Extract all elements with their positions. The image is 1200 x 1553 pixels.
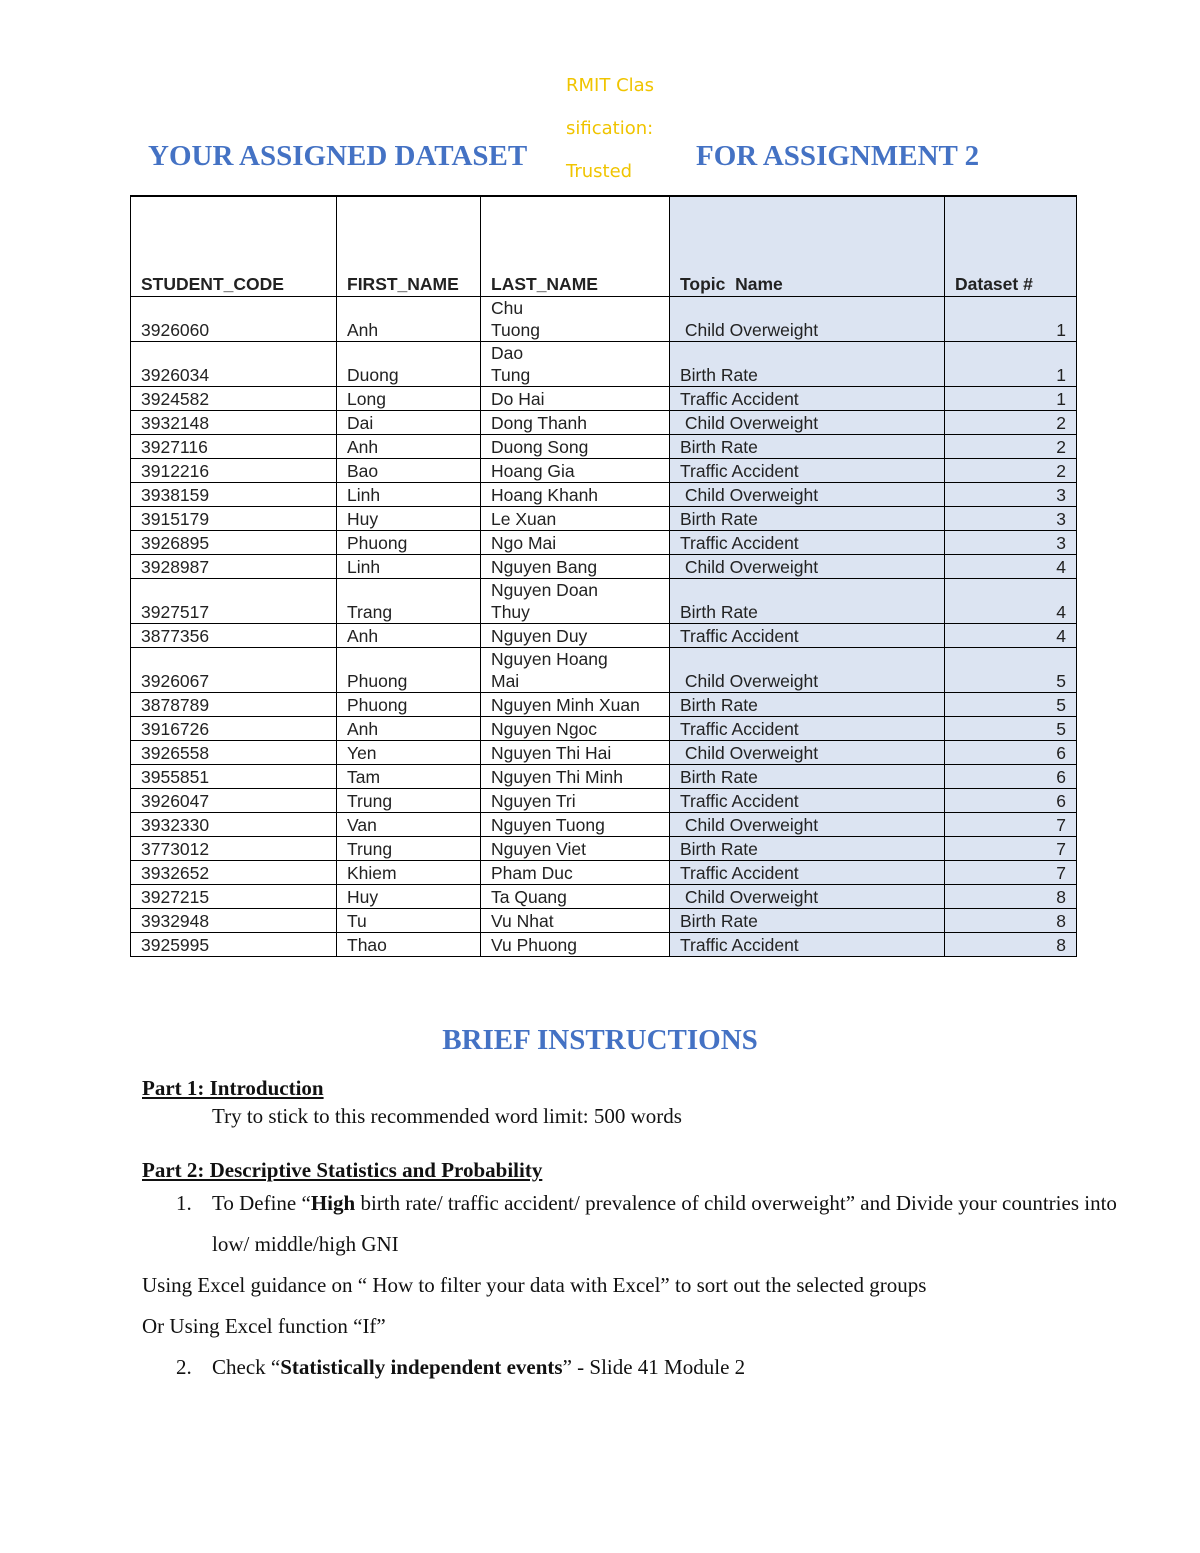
cell-dataset-number: 2 (945, 459, 1077, 483)
cell-first-name: Anh (337, 717, 481, 741)
cell-topic-name: Birth Rate (670, 693, 945, 717)
cell-first-name: Anh (337, 435, 481, 459)
cell-last-name: Ngo Mai (481, 531, 670, 555)
cell-dataset-number: 4 (945, 555, 1077, 579)
cell-first-name: Phuong (337, 693, 481, 717)
table-row (131, 861, 1077, 885)
cell-last-name: Nguyen Hoang Mai (481, 648, 670, 693)
cell-first-name: Tu (337, 909, 481, 933)
table-row (131, 741, 1077, 765)
cell-last-name: Nguyen Duy (481, 624, 670, 648)
cell-dataset-number: 1 (945, 342, 1077, 387)
cell-last-name: Nguyen Minh Xuan (481, 693, 670, 717)
cell-topic-name: Traffic Accident (670, 933, 945, 957)
cell-last-name: Nguyen Tri (481, 789, 670, 813)
cell-last-name: Nguyen Ngoc (481, 717, 670, 741)
cell-topic-name: Birth Rate (670, 909, 945, 933)
cell-last-name: Hoang Gia (481, 459, 670, 483)
cell-student-code: 3932652 (131, 861, 337, 885)
part2-item-1 (142, 1183, 1142, 1265)
cell-first-name: Yen (337, 741, 481, 765)
item1-post: birth rate/ traffic accident/ prevalence of child overweight” and Divide your countries into low/ middle/high GNI (212, 1191, 1117, 1256)
cell-last-name: Vu Nhat (481, 909, 670, 933)
part1-text: Try to stick to this recommended word limit: 500 words (212, 1104, 682, 1128)
cell-topic-name: Traffic Accident (670, 387, 945, 411)
classification-label: RMIT Classification: Trusted (566, 75, 655, 182)
table-row (131, 483, 1077, 507)
item1-pre: To Define “ (212, 1191, 311, 1215)
cell-dataset-number: 5 (945, 717, 1077, 741)
cell-last-name: Nguyen Thi Minh (481, 765, 670, 789)
cell-topic-name: Traffic Accident (670, 861, 945, 885)
cell-last-name: Nguyen Doan Thuy (481, 579, 670, 624)
table-row (131, 555, 1077, 579)
cell-dataset-number: 4 (945, 579, 1077, 624)
table-row (131, 507, 1077, 531)
table-row (131, 297, 1077, 342)
cell-dataset-number: 2 (945, 411, 1077, 435)
cell-first-name: Tam (337, 765, 481, 789)
cell-last-name: Nguyen Viet (481, 837, 670, 861)
cell-student-code: 3938159 (131, 483, 337, 507)
cell-first-name: Khiem (337, 861, 481, 885)
cell-student-code: 3926067 (131, 648, 337, 693)
cell-last-name: Duong Song (481, 435, 670, 459)
part1-heading: Part 1: Introduction (142, 1076, 324, 1100)
brief-instructions-heading: BRIEF INSTRUCTIONS (442, 1024, 758, 1056)
table-row (131, 837, 1077, 861)
cell-first-name: Bao (337, 459, 481, 483)
cell-dataset-number: 1 (945, 297, 1077, 342)
cell-dataset-number: 5 (945, 693, 1077, 717)
cell-student-code: 3912216 (131, 459, 337, 483)
cell-topic-name: Child Overweight (670, 411, 945, 435)
cell-student-code: 3932148 (131, 411, 337, 435)
cell-student-code: 3928987 (131, 555, 337, 579)
cell-topic-name: Birth Rate (670, 837, 945, 861)
cell-topic-name: Traffic Accident (670, 624, 945, 648)
table-row (131, 717, 1077, 741)
header-topic-name: Topic Name (670, 196, 945, 297)
cell-student-code: 3925995 (131, 933, 337, 957)
part2-section (142, 1158, 1132, 1388)
cell-dataset-number: 7 (945, 837, 1077, 861)
cell-topic-name: Child Overweight (670, 297, 945, 342)
table-row (131, 624, 1077, 648)
cell-topic-name: Traffic Accident (670, 789, 945, 813)
table-row (131, 813, 1077, 837)
cell-student-code: 3926895 (131, 531, 337, 555)
table-row (131, 435, 1077, 459)
table-row (131, 789, 1077, 813)
cell-dataset-number: 7 (945, 813, 1077, 837)
table-row (131, 579, 1077, 624)
cell-first-name: Phuong (337, 531, 481, 555)
cell-last-name: Pham Duc (481, 861, 670, 885)
cell-last-name: Do Hai (481, 387, 670, 411)
cell-student-code: 3927215 (131, 885, 337, 909)
header-dataset-number: Dataset # (945, 196, 1077, 297)
table-row (131, 909, 1077, 933)
cell-dataset-number: 3 (945, 483, 1077, 507)
cell-student-code: 3926034 (131, 342, 337, 387)
cell-first-name: Thao (337, 933, 481, 957)
table-row (131, 765, 1077, 789)
item-number: 1. (176, 1191, 192, 1215)
page-title-assignment: FOR ASSIGNMENT 2 (696, 140, 980, 172)
table-row (131, 531, 1077, 555)
cell-last-name: Hoang Khanh (481, 483, 670, 507)
item-number: 2. (176, 1355, 192, 1379)
cell-student-code: 3927116 (131, 435, 337, 459)
cell-student-code: 3916726 (131, 717, 337, 741)
item2-post: ” - Slide 41 Module 2 (562, 1355, 746, 1379)
table-row (131, 933, 1077, 957)
cell-student-code: 3955851 (131, 765, 337, 789)
part1-section (142, 1076, 1132, 1129)
dataset-assignment-table (130, 195, 1077, 957)
excel-if-line: Or Using Excel function “If” (142, 1314, 386, 1338)
cell-dataset-number: 2 (945, 435, 1077, 459)
cell-student-code: 3932330 (131, 813, 337, 837)
table-row (131, 693, 1077, 717)
cell-first-name: Van (337, 813, 481, 837)
header-first-name: FIRST_NAME (337, 196, 481, 297)
cell-first-name: Trung (337, 837, 481, 861)
cell-topic-name: Child Overweight (670, 648, 945, 693)
cell-first-name: Long (337, 387, 481, 411)
cell-last-name: Nguyen Tuong (481, 813, 670, 837)
cell-topic-name: Child Overweight (670, 483, 945, 507)
cell-last-name: Vu Phuong (481, 933, 670, 957)
table-header-row (131, 196, 1077, 297)
cell-dataset-number: 8 (945, 933, 1077, 957)
cell-topic-name: Birth Rate (670, 507, 945, 531)
part2-heading: Part 2: Descriptive Statistics and Probability (142, 1158, 543, 1182)
cell-student-code: 3927517 (131, 579, 337, 624)
cell-last-name: Le Xuan (481, 507, 670, 531)
table-row (131, 459, 1077, 483)
cell-student-code: 3926047 (131, 789, 337, 813)
excel-guidance-line: Using Excel guidance on “ How to filter your data with Excel” to sort out the selected groups (142, 1273, 927, 1297)
cell-dataset-number: 6 (945, 765, 1077, 789)
cell-dataset-number: 1 (945, 387, 1077, 411)
cell-topic-name: Child Overweight (670, 885, 945, 909)
cell-last-name: Ta Quang (481, 885, 670, 909)
cell-last-name: Dong Thanh (481, 411, 670, 435)
cell-dataset-number: 3 (945, 531, 1077, 555)
table-row (131, 411, 1077, 435)
header-last-name: LAST_NAME (481, 196, 670, 297)
cell-first-name: Huy (337, 507, 481, 531)
cell-first-name: Dai (337, 411, 481, 435)
cell-student-code: 3773012 (131, 837, 337, 861)
cell-topic-name: Child Overweight (670, 555, 945, 579)
cell-first-name: Linh (337, 555, 481, 579)
cell-first-name: Huy (337, 885, 481, 909)
cell-topic-name: Child Overweight (670, 741, 945, 765)
table-row (131, 387, 1077, 411)
header-student-code: STUDENT_CODE (131, 196, 337, 297)
cell-first-name: Anh (337, 624, 481, 648)
cell-first-name: Phuong (337, 648, 481, 693)
cell-student-code: 3878789 (131, 693, 337, 717)
cell-student-code: 3924582 (131, 387, 337, 411)
table-row (131, 342, 1077, 387)
cell-first-name: Duong (337, 342, 481, 387)
cell-dataset-number: 7 (945, 861, 1077, 885)
cell-dataset-number: 6 (945, 741, 1077, 765)
cell-topic-name: Birth Rate (670, 765, 945, 789)
cell-last-name: Chu Tuong (481, 297, 670, 342)
item1-bold: High (310, 1191, 356, 1215)
cell-topic-name: Birth Rate (670, 342, 945, 387)
table-body (131, 297, 1077, 957)
cell-first-name: Trang (337, 579, 481, 624)
cell-topic-name: Birth Rate (670, 435, 945, 459)
cell-first-name: Trung (337, 789, 481, 813)
cell-first-name: Linh (337, 483, 481, 507)
cell-student-code: 3932948 (131, 909, 337, 933)
table-row (131, 885, 1077, 909)
cell-first-name: Anh (337, 297, 481, 342)
cell-topic-name: Traffic Accident (670, 459, 945, 483)
item2-bold: Statistically independent events (280, 1355, 563, 1379)
cell-last-name: Nguyen Thi Hai (481, 741, 670, 765)
cell-topic-name: Birth Rate (670, 579, 945, 624)
cell-topic-name: Traffic Accident (670, 531, 945, 555)
cell-student-code: 3926060 (131, 297, 337, 342)
cell-dataset-number: 3 (945, 507, 1077, 531)
table-row (131, 648, 1077, 693)
cell-dataset-number: 8 (945, 885, 1077, 909)
cell-dataset-number: 6 (945, 789, 1077, 813)
cell-dataset-number: 4 (945, 624, 1077, 648)
cell-dataset-number: 8 (945, 909, 1077, 933)
cell-last-name: Dao Tung (481, 342, 670, 387)
page-title: YOUR ASSIGNED DATASET (148, 140, 528, 172)
cell-student-code: 3926558 (131, 741, 337, 765)
cell-topic-name: Child Overweight (670, 813, 945, 837)
cell-student-code: 3915179 (131, 507, 337, 531)
cell-topic-name: Traffic Accident (670, 717, 945, 741)
part2-item-2 (142, 1347, 1132, 1388)
cell-dataset-number: 5 (945, 648, 1077, 693)
item2-pre: Check “ (212, 1355, 281, 1379)
cell-last-name: Nguyen Bang (481, 555, 670, 579)
cell-student-code: 3877356 (131, 624, 337, 648)
